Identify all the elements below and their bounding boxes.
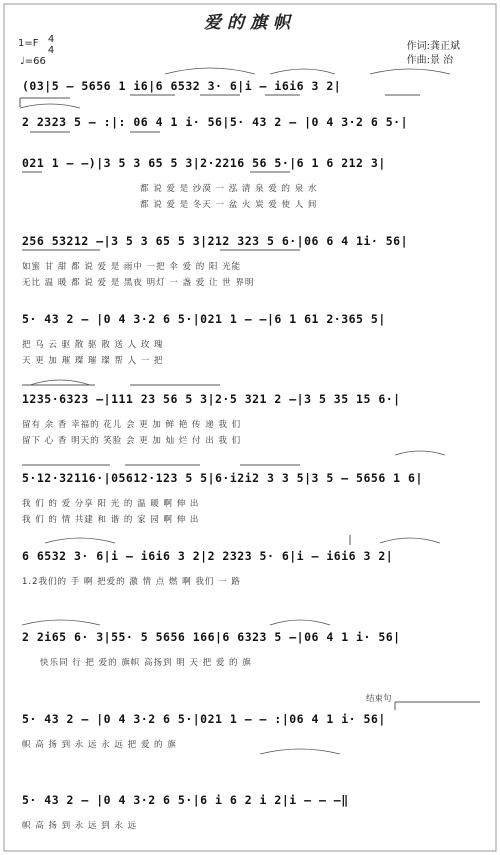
lyric-line: 都 说 爱 是 沙漠 一 泓 清 泉 爱 的 泉 水	[140, 184, 318, 194]
lyric-line: 快乐同 行 把 爱的 旗帜 高扬到 明 天 把 爱 的 旗	[40, 658, 252, 668]
lyric-line: 留有 余 香 幸福的 花儿 会 更 加 鲜 艳 传 递 我 们	[22, 420, 242, 430]
notation-row: 5·12·32116·|05612·123 5 5|6·i2i2 3 3 5|3 5 – 5656 1 6|	[22, 471, 423, 485]
lyric-line: 留下 心 香 明天的 笑脸 会 更 加 灿 烂 付 出 我 们	[22, 436, 242, 446]
lyric-line: 天 更 加 璀 璨 璀 璨 帮 人 一 把	[22, 356, 164, 366]
notation-row: 5· 43 2 – |0 4 3·2 6 5·|6 i 6 2 i 2|i – – –‖	[22, 793, 349, 807]
notation-row: 6 6532 3· 6|i – i6i6 3 2|2 2323 5· 6|i – i6i6 3 2|	[22, 549, 394, 563]
lyric-line: 都 说 爱 是 冬天 一 盆 火 炭 爱 使 人 间	[140, 200, 318, 210]
lyric-line: 我 们 的 情 共建 和 谐 的 家 园 啊 伸 出	[22, 515, 200, 525]
lyric-line: 帜 高 扬 到 永 远 永 远 把 爱 的 旗	[22, 740, 177, 750]
tempo-mark: ♩=66	[20, 56, 46, 67]
notation-row: 021 1 – –)|3 5 3 65 5 3|2·2216 56 5·|6 1 6 212 3|	[22, 156, 386, 170]
meter-bottom: 4	[47, 45, 55, 56]
composer: 作曲:景 治	[406, 55, 454, 66]
song-title: 爱的旗帜	[204, 13, 296, 33]
lyric-line: 无比 温 暖 都 说 爱 是 黑夜 明灯 一 盏 爱 让 世 界明	[22, 278, 255, 288]
time-signature	[46, 34, 56, 56]
notation-row: 1235·6323 –|111 23 56 5 3|2·5 321 2 –|3 5 35 15 6·|	[22, 392, 401, 406]
notation-row: 2 2i65 6· 3|55· 5 5656 166|6 6323 5 –|06 4 1 i· 56|	[22, 630, 401, 644]
key-signature: 1=F	[18, 38, 39, 49]
notation-row: 2 2323 5 – :|: 06 4 1 i· 56|5· 43 2 – |0 4 3·2 6 5·|	[22, 115, 409, 129]
lyric-line: 把 乌 云 驱 散 驱 散 送 人 玫 瑰	[22, 340, 164, 350]
lyric-line: 1.2我们的 手 啊 把爱的 激 情 点 燃 啊 我们 一 路	[22, 577, 241, 587]
notation-row: (03|5 – 5656 1 i6|6 6532 3· 6|i – i6i6 3 2|	[22, 79, 342, 93]
lyricist: 作词:龚正斌	[406, 41, 460, 52]
notation-row: 5· 43 2 – |0 4 3·2 6 5·|021 1 – – :|06 4 1 i· 56|	[22, 712, 386, 726]
notation-row: 256 53212 –|3 5 3 65 5 3|212 323 5 6·|06 6 4 1i· 56|	[22, 234, 409, 248]
ending-label: 结束句	[366, 694, 392, 704]
slurs	[20, 68, 450, 754]
lyric-line: 帜 高 扬 到 永 远 到 永 远	[22, 821, 138, 831]
credits	[407, 40, 460, 68]
lyric-line: 我 们 的 爱 分享 阳 光 的 温 暖 啊 伸 出	[22, 499, 200, 509]
meter-top: 4	[47, 34, 55, 45]
lyric-line: 如蜜 甘 甜 都 说 爱 是 雨中 一把 伞 爱 的 阳 光能	[22, 262, 242, 272]
notation-row: 5· 43 2 – |0 4 3·2 6 5·|021 1 – –|6 1 61 2·365 5|	[22, 312, 386, 326]
